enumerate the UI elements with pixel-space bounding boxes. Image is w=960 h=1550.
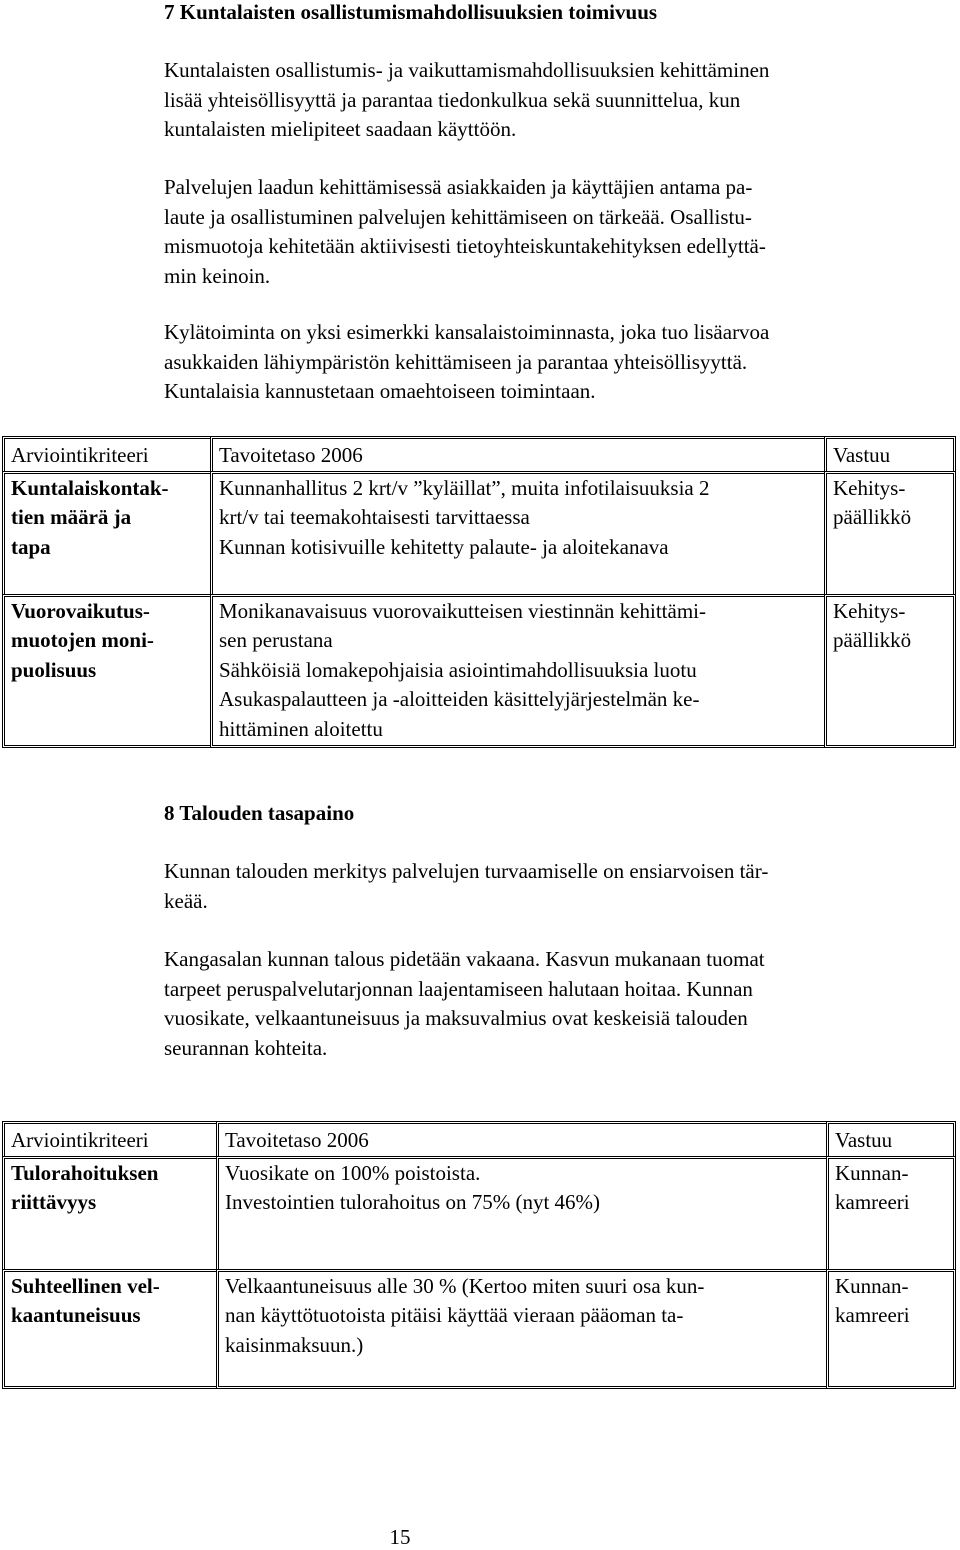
- header-criterion: Arviointikriteeri: [2, 1121, 216, 1156]
- target-cell: Monikanavaisuus vuorovaikutteisen viestinnän kehittämi- sen perustana Sähköisiä lomakepohjaisia asiointimahdollisuuksia luotu Asukaspalautteen ja -aloitteiden käsittelyjärjestelmän ke- hittäminen aloitettu: [210, 594, 824, 748]
- responsible-cell: Kehitys- päällikkö: [824, 471, 956, 594]
- table-row: [2, 1269, 956, 1389]
- section-7-criteria-table: [2, 436, 956, 748]
- table-header-row: [2, 1121, 956, 1156]
- header-responsible: Vastuu: [826, 1121, 956, 1156]
- table-header-row: [2, 436, 956, 471]
- table-row: [2, 471, 956, 594]
- criterion-cell: Tulorahoituksen riittävyys: [2, 1156, 216, 1269]
- responsible-cell: Kehitys- päällikkö: [824, 594, 956, 748]
- table-row: [2, 1156, 956, 1269]
- section-8-paragraph-2: Kangasalan kunnan talous pidetään vakaana. Kasvun mukanaan tuomat tarpeet peruspalvelutarjonnan laajentamiseen halutaan hoitaa. Kunnan vuosikate, velkaantuneisuus ja maksuvalmius ovat keskeisiä talouden seurannan kohteita.: [164, 947, 765, 1060]
- section-7-heading: 7 Kuntalaisten osallistumismahdollisuuksien toimivuus: [164, 0, 658, 24]
- target-cell: Velkaantuneisuus alle 30 % (Kertoo miten suuri osa kun- nan käyttötuotoista pitäisi käyttää vieraan pääoman ta- kaisinmaksuun.): [216, 1269, 826, 1389]
- page-number: 15: [389, 1525, 411, 1549]
- header-responsible: Vastuu: [824, 436, 956, 471]
- responsible-cell: Kunnan- kamreeri: [826, 1269, 956, 1389]
- section-7-paragraph-2: Palvelujen laadun kehittämisessä asiakkaiden ja käyttäjien antama pa- laute ja osallistuminen palvelujen kehittämiseen on tärkeää. Osallistu- mismuotoja kehitetään aktiivisesti tietoyhteiskuntakehityksen edellyttä- min keinoin.: [164, 175, 766, 288]
- target-cell: Kunnanhallitus 2 krt/v ”kyläillat”, muita infotilaisuuksia 2 krt/v tai teemakohtaisesti tarvittaessa Kunnan kotisivuille kehitetty palaute- ja aloitekanava: [210, 471, 824, 594]
- table-row: [2, 594, 956, 748]
- responsible-cell: Kunnan- kamreeri: [826, 1156, 956, 1269]
- criterion-cell: Kuntalaiskontak- tien määrä ja tapa: [2, 471, 210, 594]
- section-8-heading: 8 Talouden tasapaino: [164, 801, 355, 825]
- section-7-paragraph-3: Kylätoiminta on yksi esimerkki kansalaistoiminnasta, joka tuo lisäarvoa asukkaiden lähiympäristön kehittämiseen ja parantaa yhteisöllisyyttä. Kuntalaisia kannustetaan omaehtoiseen toimintaan.: [164, 320, 770, 403]
- criterion-cell: Suhteellinen vel- kaantuneisuus: [2, 1269, 216, 1389]
- header-target: Tavoitetaso 2006: [210, 436, 824, 471]
- section-8-criteria-table: [2, 1121, 956, 1389]
- header-criterion: Arviointikriteeri: [2, 436, 210, 471]
- section-8-paragraph-1: Kunnan talouden merkitys palvelujen turvaamiselle on ensiarvoisen tär- keää.: [164, 859, 769, 913]
- section-7-paragraph-1: Kuntalaisten osallistumis- ja vaikuttamismahdollisuuksien kehittäminen lisää yhteisöllisyyttä ja parantaa tiedonkulkua sekä suunnittelua, kun kuntalaisten mielipiteet saadaan käyttöön.: [164, 58, 770, 141]
- criterion-cell: Vuorovaikutus- muotojen moni- puolisuus: [2, 594, 210, 748]
- target-cell: Vuosikate on 100% poistoista. Investointien tulorahoitus on 75% (nyt 46%): [216, 1156, 826, 1269]
- header-target: Tavoitetaso 2006: [216, 1121, 826, 1156]
